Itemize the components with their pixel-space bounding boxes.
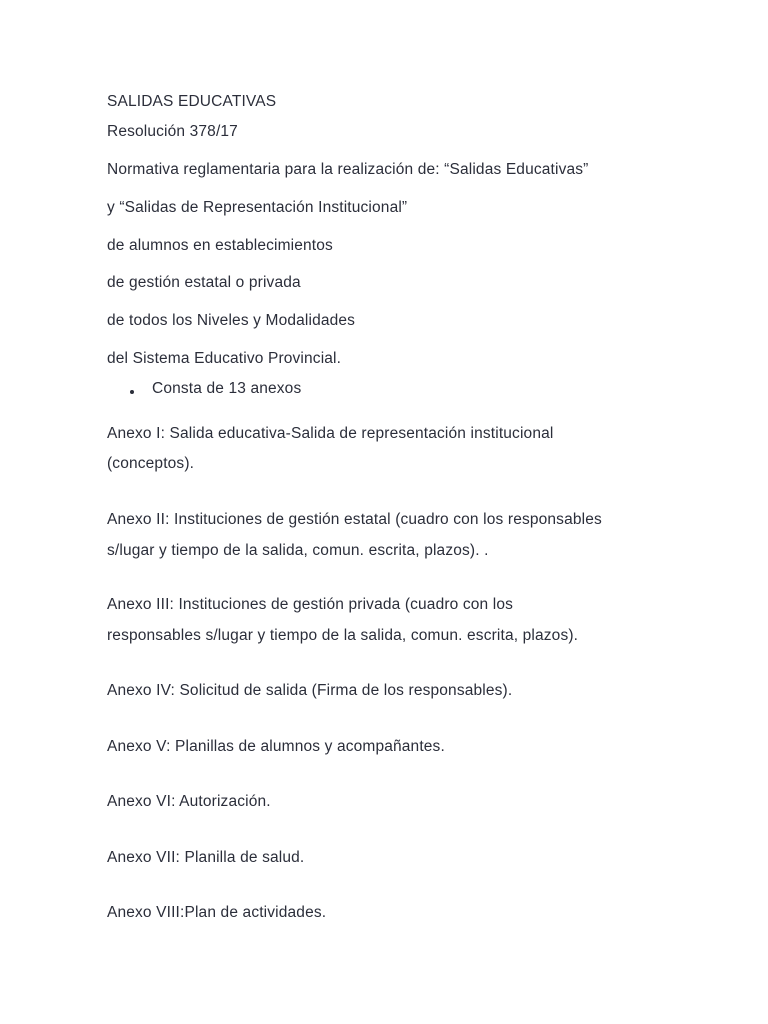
- annex-line: Anexo II: Instituciones de gestión estatal (cuadro con los responsables: [107, 511, 602, 528]
- resolution-number: Resolución 378/17: [107, 123, 238, 140]
- annex-line: Anexo III: Instituciones de gestión privada (cuadro con los: [107, 596, 514, 613]
- intro-line: y “Salidas de Representación Institucional”: [107, 199, 408, 216]
- bullet-dot-icon: [130, 390, 134, 394]
- annex-line: Anexo VII: Planilla de salud.: [107, 849, 305, 866]
- annex-line: Anexo IV: Solicitud de salida (Firma de los responsables).: [107, 682, 513, 699]
- annex-line: Anexo I: Salida educativa-Salida de representación institucional: [107, 425, 554, 442]
- annex-line: Anexo V: Planillas de alumnos y acompañantes.: [107, 738, 445, 755]
- annex-line: Anexo VI: Autorización.: [107, 793, 271, 810]
- intro-line: del Sistema Educativo Provincial.: [107, 350, 342, 367]
- document-title: SALIDAS EDUCATIVAS: [107, 93, 277, 110]
- intro-line: de alumnos en establecimientos: [107, 237, 333, 254]
- annex-line: responsables s/lugar y tiempo de la salida, comun. escrita, plazos).: [107, 627, 579, 644]
- annex-line: s/lugar y tiempo de la salida, comun. escrita, plazos). .: [107, 542, 489, 559]
- intro-line: de gestión estatal o privada: [107, 274, 301, 291]
- intro-line: de todos los Niveles y Modalidades: [107, 312, 356, 329]
- annex-line: (conceptos).: [107, 455, 195, 472]
- bullet-item: Consta de 13 anexos: [152, 380, 302, 397]
- intro-line: Normativa reglamentaria para la realización de: “Salidas Educativas”: [107, 161, 589, 178]
- annex-line: Anexo VIII:Plan de actividades.: [107, 904, 327, 921]
